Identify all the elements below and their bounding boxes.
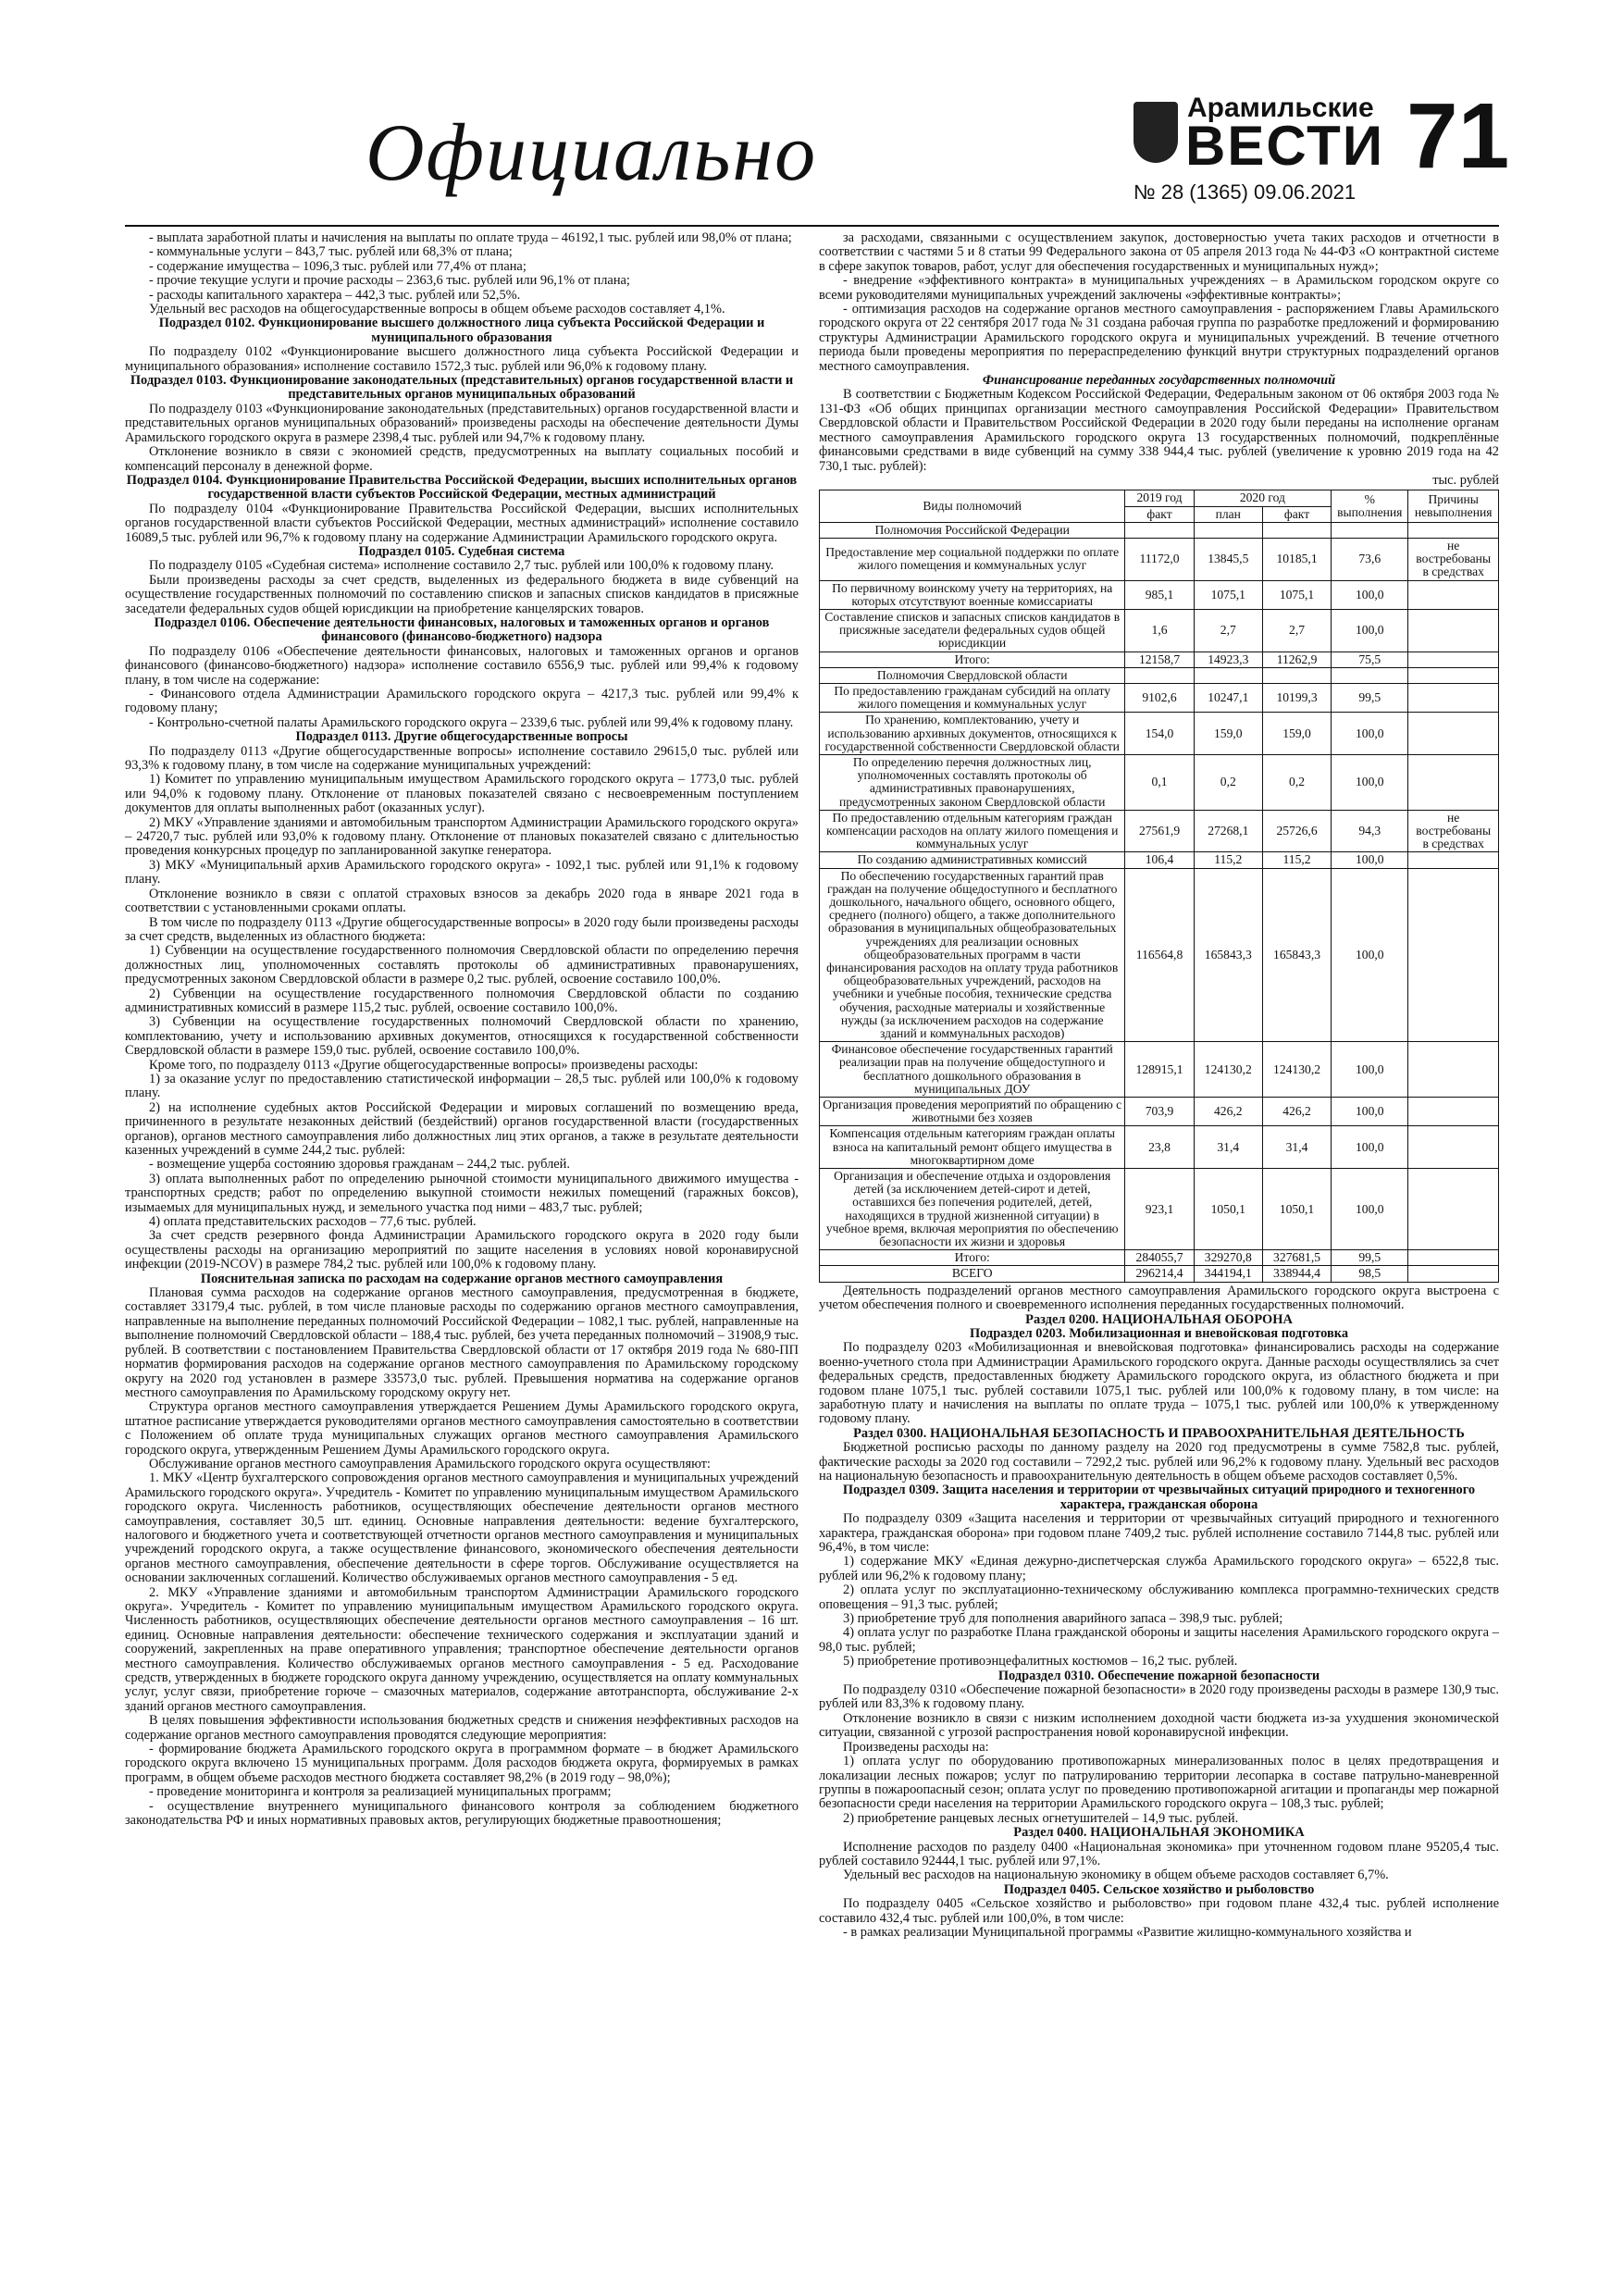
cell-name: Предоставление мер социальной поддержки по оплате жилого помещения и коммунальных услуг — [820, 538, 1125, 580]
heading: Подраздел 0113. Другие общегосударственные вопросы — [295, 729, 628, 745]
subventions-table — [819, 490, 1499, 1282]
cell-reason — [1408, 852, 1499, 868]
cell-f19: 11172,0 — [1125, 538, 1194, 580]
cell-name: По предоставлению гражданам субсидий на оплату жилого помещения и коммунальных услуг — [820, 683, 1125, 712]
cell-f20: 159,0 — [1262, 713, 1331, 755]
paragraph: 3) МКУ «Муниципальный архив Арамильского городского округа» - 1092,1 тыс. рублей или 91,1% к годовому плану. — [125, 857, 799, 887]
paragraph: Отклонение возникло в связи с экономией средств, предусмотренных на выплату социальных пособий и компенсаций персоналу в денежной форме. — [125, 444, 799, 474]
paragraph: По подразделу 0106 «Обеспечение деятельности финансовых, налоговых и таможенных органов и органов финансового (финансово-бюджетного) надзора» исполнение составило 6556,9 тыс. рублей или 99,4% к годовому плану, в том числе на содержание: — [125, 643, 799, 688]
page-number: 71 — [1406, 84, 1510, 188]
cell-pct: 99,5 — [1332, 683, 1408, 712]
cell-pct: 100,0 — [1332, 713, 1408, 755]
header-pct: % выполнения — [1332, 490, 1408, 522]
cell-name: По хранению, комплектованию, учету и использованию архивных документов, относящихся к государственной собственности Свердловской области — [820, 713, 1125, 755]
cell-name: По первичному воинскому учету на территориях, на которых отсутствуют военные комиссариаты — [820, 580, 1125, 609]
heading: Подраздел 0405. Сельское хозяйство и рыболовство — [1003, 1881, 1315, 1897]
cell-f20: 338944,4 — [1262, 1266, 1331, 1282]
cell-name: Организация проведения мероприятий по обращению с животными без хозяев — [820, 1098, 1125, 1126]
cell-f19: 923,1 — [1125, 1169, 1194, 1250]
paragraph: По подразделу 0310 «Обеспечение пожарной безопасности» в 2020 году произведены расходы в размере 130,9 тыс. рублей или 83,3% к годовому плану. — [819, 1682, 1499, 1712]
cell-plan: 124130,2 — [1194, 1042, 1262, 1098]
heading: Раздел 0400. НАЦИОНАЛЬНАЯ ЭКОНОМИКА — [1013, 1825, 1305, 1841]
cell-pct: 100,0 — [1332, 852, 1408, 868]
cell-plan: 426,2 — [1194, 1098, 1262, 1126]
heading: Подраздел 0105. Судебная система — [358, 543, 565, 559]
paragraph: Отклонение возникло в связи с оплатой страховых взносов за декабрь 2020 года в январе 2021 года в соответствии с установленными сроками оплаты. — [125, 886, 799, 916]
cell-reason — [1408, 683, 1499, 712]
empty-cell — [1408, 522, 1499, 538]
cell-f19: 985,1 — [1125, 580, 1194, 609]
cell-f20: 165843,3 — [1262, 868, 1331, 1042]
paragraph: Плановая сумма расходов на содержание органов местного самоуправления, предусмотренная в бюджете, составляет 33179,4 тыс. рублей, в том числе плановые расходы по содержанию органов местного самоуправления, направленные на выполнение переданных полномочий Российской Федерации – 1082,1 тыс. рублей, направленные на выполнение полномочий Свердловской области – 188,4 тыс. рублей, без учета переданных полномочий – 31908,9 тыс. рублей. В соответствии с постановлением Правительства Свердловской области от 17 октября 2019 года № 680-ПП норматив формирования расходов на содержание органов местного самоуправления по Арамильскому городскому округу на 2020 год установлен в размере 33573,0 тыс. рублей. Превышения норматива на содержание органов местного самоуправления по Арамильскому городскому округу нет. — [125, 1285, 799, 1400]
paragraph: 1) Комитет по управлению муниципальным имуществом Арамильского городского округа – 1773,0 тыс. рублей или 94,0% к годовому плану. Отклонение от плановых показателей связано с несвоевременным поступлением документов для оплаты выполненных работ (оказанных услуг). — [125, 772, 799, 816]
header-fact-2019: факт — [1125, 506, 1194, 522]
cell-f19: 296214,4 — [1125, 1266, 1194, 1282]
paragraph: По подразделу 0309 «Защита населения и территории от чрезвычайных ситуаций природного и техногенного характера, гражданская оборона» при годовом плане 7409,2 тыс. рублей исполнение составило 7144,8 тыс. рублей или 96,4%, в том числе: — [819, 1511, 1499, 1555]
left-column — [125, 231, 799, 1829]
paragraph: За счет средств резервного фонда Администрации Арамильского городского округа в 2020 году были осуществлены расходы на организацию мероприятий по защите населения в условиях новой коронавирусной инфекции (2019-NCOV) в размере 784,2 тыс. рублей или 100,0% к годовому плану. — [125, 1228, 799, 1272]
heading: Раздел 0300. НАЦИОНАЛЬНАЯ БЕЗОПАСНОСТЬ И ПРАВООХРАНИТЕЛЬНАЯ ДЕЯТЕЛЬНОСТЬ — [853, 1425, 1465, 1441]
cell-pct: 100,0 — [1332, 868, 1408, 1042]
cell-plan: 2,7 — [1194, 609, 1262, 652]
cell-f20: 10185,1 — [1262, 538, 1331, 580]
table-row — [820, 522, 1499, 538]
paragraph: 2) приобретение ранцевых лесных огнетушителей – 14,9 тыс. рублей. — [843, 1810, 1239, 1826]
table-row — [820, 1098, 1499, 1126]
cell-reason — [1408, 609, 1499, 652]
empty-cell — [1125, 667, 1194, 683]
cell-reason: не востребованы в средствах — [1408, 810, 1499, 852]
paragraph: 5) приобретение противоэнцефалитных костюмов – 16,2 тыс. рублей. — [843, 1654, 1238, 1669]
cell-pct: 94,3 — [1332, 810, 1408, 852]
cell-name: Итого: — [820, 1250, 1125, 1266]
cell-reason: не востребованы в средствах — [1408, 538, 1499, 580]
paragraph: - возмещение ущерба состоянию здоровья гражданам – 244,2 тыс. рублей. — [149, 1157, 570, 1173]
table-row — [820, 713, 1499, 755]
paragraph: По подразделу 0113 «Другие общегосударственные вопросы» исполнение составило 29615,0 тыс. рублей или 93,3% к годовому плану, в том числе на содержание муниципальных учреждений: — [125, 743, 799, 774]
newspaper-logo — [1134, 93, 1384, 177]
header-plan-2020: план — [1194, 506, 1262, 522]
paragraph: - оптимизация расходов на содержание органов местного самоуправления - распоряжением Главы Арамильского городского округа от 22 сентября 2017 года № 31 создана рабочая группа по разработке предложений и формированию структуры Администрации Арамильского городского округа и муниципальных учреждений. В течение отчетного периода были проведены мероприятия по перераспределению функций внутри структурных подразделений органов местного самоуправления. — [819, 302, 1499, 374]
paragraph: По подразделу 0203 «Мобилизационная и вневойсковая подготовка» финансировались расходы на содержание военно-учетного стола при Администрации Арамильского городского округа. Данные расходы осуществлялись за счет федеральных средств, предоставленных бюджету Арамильского городского округа, из областного бюджета и при годовом плане 1075,1 тыс. рублей составили 1075,1 тыс. рублей или 100,0% к годовому плану, в том числе: на заработную плату и начисления на выплаты по оплате труда – 1075,1 тыс. рублей или 100,0% к утвержденному годовому плану. — [819, 1340, 1499, 1427]
paragraph: В соответствии с Бюджетным Кодексом Российской Федерации, Федеральным законом от 06 октября 2003 года № 131-ФЗ «Об общих принципах организации местного самоуправления Российской Федерации» Правительством Свердловской области и Правительством Российской Федерации в 2020 году были переданы на исполнение органам местного самоуправления Арамильского городского округа 13 государственных полномочий, подкреплённые финансовыми средствами в виде субвенций на сумму 338 944,4 тыс. рублей (увеличение к уровню 2019 года на 42 730,1 тыс. рублей): — [819, 387, 1499, 474]
cell-plan: 31,4 — [1194, 1126, 1262, 1169]
paragraph: 2) МКУ «Управление зданиями и автомобильным транспортом Администрации Арамильского городского округа» – 24720,7 тыс. рублей или 93,0% к годовому плану. Отклонение от плановых показателей связано с длительностью проведения конкурсных процедур по запланированной закупке генератора. — [125, 814, 799, 859]
paragraph: Бюджетной росписью расходы по данному разделу на 2020 год предусмотрены в сумме 7582,8 тыс. рублей, фактические расходы за 2020 год составили – 7292,2 тыс. рублей или 96,2% к годовому плану. Удельный вес расходов на национальную безопасность и правоохранительную деятельность в общем объеме расходов составляет 0,5%. — [819, 1440, 1499, 1483]
paragraph: - расходы капитального характера – 442,3 тыс. рублей или 52,5%. — [149, 287, 521, 303]
logo-top-text: Арамильские — [1187, 93, 1374, 123]
cell-plan: 1075,1 — [1194, 580, 1262, 609]
cell-f19: 27561,9 — [1125, 810, 1194, 852]
cell-plan: 14923,3 — [1194, 652, 1262, 667]
table-row — [820, 1250, 1499, 1266]
cell-name: Итого: — [820, 652, 1125, 667]
paragraph: По подразделу 0102 «Функционирование высшего должностного лица субъекта Российской Федерации и муниципального образования» исполнение составило 1572,3 тыс. рублей или 96,0% к годовому плану. — [125, 344, 799, 374]
table-row — [820, 1266, 1499, 1282]
cell-f20: 1050,1 — [1262, 1169, 1331, 1250]
cell-plan: 115,2 — [1194, 852, 1262, 868]
paragraph: В целях повышения эффективности использования бюджетных средств и снижения неэффективных расходов на содержание органов местного самоуправления проводятся следующие мероприятия: — [125, 1713, 799, 1743]
paragraph: - проведение мониторинга и контроля за реализацией муниципальных программ; — [149, 1784, 612, 1800]
right-column-top — [819, 231, 1499, 488]
section-title: Официально — [365, 108, 818, 198]
table-row — [820, 810, 1499, 852]
paragraph: 1) Субвенции на осуществление государственного полномочия Свердловской области по определению перечня должностных лиц, уполномоченных составлять протоколы об административных правонарушениях, предусмотренных законом Свердловской области в размере 0,2 тыс. рублей, освоение составило 100,0%. — [125, 943, 799, 987]
paragraph: Исполнение расходов по разделу 0400 «Национальная экономика» при уточненном годовом плане 95205,4 тыс. рублей составило 92444,1 тыс. рублей или 97,1%. — [819, 1839, 1499, 1868]
paragraph: - выплата заработной платы и начисления на выплаты по оплате труда – 46192,1 тыс. рублей или 98,0% от плана; — [149, 230, 792, 245]
table-row — [820, 1169, 1499, 1250]
paragraph: 1) содержание МКУ «Единая дежурно-диспетчерская служба Арамильского городского округа» – 6522,8 тыс. рублей или 96,2% к годовому плану; — [819, 1554, 1499, 1583]
cell-reason — [1408, 1042, 1499, 1098]
cell-reason — [1408, 754, 1499, 810]
cell-reason — [1408, 713, 1499, 755]
cell-plan: 13845,5 — [1194, 538, 1262, 580]
paragraph: - внедрение «эффективного контракта» в муниципальных учреждениях – в Арамильском городском округе со всеми руководителями муниципальных учреждений заключены «эффективные контракты»; — [819, 273, 1499, 303]
table-row — [820, 683, 1499, 712]
cell-reason — [1408, 1266, 1499, 1282]
cell-reason — [1408, 1098, 1499, 1126]
cell-name: По предоставлению отдельным категориям граждан компенсации расходов на оплату жилого помещения и коммунальных услуг — [820, 810, 1125, 852]
paragraph: - прочие текущие услуги и прочие расходы – 2363,6 тыс. рублей или 96,1% от плана; — [149, 273, 630, 289]
cell-pct: 100,0 — [1332, 1042, 1408, 1098]
table-row — [820, 580, 1499, 609]
right-column-bottom — [819, 1285, 1499, 1941]
cell-name: ВСЕГО — [820, 1266, 1125, 1282]
heading: Подраздел 0203. Мобилизационная и вневойсковая подготовка — [969, 1325, 1349, 1341]
paragraph: Были произведены расходы за счет средств, выделенных из федерального бюджета в виде субвенций на осуществление государственных полномочий по составлению списков и запасных списков кандидатов в присяжные заседатели федеральных судов общей юрисдикции на приобретение канцелярских товаров. — [125, 572, 799, 616]
cell-reason — [1408, 1169, 1499, 1250]
cell-f20: 327681,5 — [1262, 1250, 1331, 1266]
table-row — [820, 652, 1499, 667]
empty-cell — [1332, 667, 1408, 683]
table-row — [820, 538, 1499, 580]
paragraph: Отклонение возникло в связи с низким исполнением доходной части бюджета из-за ухудшения экономической ситуации, связанной с угрозой распространения новой коронавирусной инфекции. — [819, 1710, 1499, 1741]
paragraph: - осуществление внутреннего муниципального финансового контроля за соблюдением бюджетного законодательства РФ и иных нормативных правовых актов, регулирующих бюджетные правоотношения; — [125, 1798, 799, 1829]
cell-plan: 165843,3 — [1194, 868, 1262, 1042]
cell-f19: 12158,7 — [1125, 652, 1194, 667]
heading: Раздел 0200. НАЦИОНАЛЬНАЯ ОБОРОНА — [1025, 1311, 1293, 1327]
paragraph: 2. МКУ «Управление зданиями и автомобильным транспортом Администрации Арамильского городского округа». Учредитель - Комитет по управлению муниципальным имуществом Арамильского городского округа. Численность работников, осуществляющих обеспечение деятельности органов местного самоуправления – 16 шт. единиц. Основные направления деятельности: обеспечение технического содержания и эксплуатации зданий и сооружений, закрепленных на праве оперативного управления; транспортное обеспечение деятельности органов местного самоуправления. Количество обслуживаемых органов местного самоуправления - 5 ед. Расходование средств, утвержденных в бюджете городского округа данному учреждению, осуществляется на оплату коммунальных услуг, услуг связи, приобретение горюче – смазочных материалов, содержание автотранспорта, обслуживание 2-х зданий органов местного самоуправления. — [125, 1584, 799, 1714]
cell-f19: 284055,7 — [1125, 1250, 1194, 1266]
paragraph: Структура органов местного самоуправления утверждается Решением Думы Арамильского городского округа, штатное расписание утверждается руководителями органов местного самоуправления самостоятельно в соответствии с Положением об оплате труда муниципальных служащих органов местного самоуправления Арамильского городского округа, утвержденным Решением Думы Арамильского городского округа. — [125, 1399, 799, 1458]
paragraph: Удельный вес расходов на национальную экономику в общем объеме расходов составляет 6,7%. — [843, 1868, 1389, 1883]
paragraph: 4) оплата услуг по разработке Плана гражданской обороны и защиты населения Арамильского городского округа – 98,0 тыс. рублей; — [819, 1625, 1499, 1655]
paragraph: - формирование бюджета Арамильского городского округа в программном формате – в бюджет Арамильского городского округа включено 15 муниципальных программ. Доля расходов бюджета округа, формируемых в рамках программ, в общем объеме расходов местного бюджета составляет 98,2% (в 2019 году – 98,0%); — [125, 1742, 799, 1785]
cell-f19: 9102,6 — [1125, 683, 1194, 712]
cell-f20: 10199,3 — [1262, 683, 1331, 712]
empty-cell — [1408, 667, 1499, 683]
paragraph: Удельный вес расходов на общегосударственные вопросы в общем объеме расходов составляет 4,1%. — [149, 302, 725, 317]
cell-pct: 99,5 — [1332, 1250, 1408, 1266]
cell-reason — [1408, 868, 1499, 1042]
cell-f19: 0,1 — [1125, 754, 1194, 810]
cell-plan: 27268,1 — [1194, 810, 1262, 852]
cell-plan: 344194,1 — [1194, 1266, 1262, 1282]
cell-plan: 159,0 — [1194, 713, 1262, 755]
cell-f20: 31,4 — [1262, 1126, 1331, 1169]
paragraph: 2) на исполнение судебных актов Российской Федерации и мировых соглашений по возмещению вреда, причиненного в результате незаконных действий (бездействий) органов государственной власти (государственных органов), органов местного самоуправления либо должностных лиц этих органов, а также в результате деятельности казенных учреждений в сумме 244,2 тыс. рублей: — [125, 1099, 799, 1158]
paragraph: 4) оплата представительских расходов – 77,6 тыс. рублей. — [149, 1214, 477, 1230]
cell-reason — [1408, 1126, 1499, 1169]
masthead — [0, 0, 1623, 231]
empty-cell — [1262, 667, 1331, 683]
cell-pct: 100,0 — [1332, 609, 1408, 652]
heading: Финансирование переданных государственных полномочий — [982, 373, 1336, 389]
cell-name: Компенсация отдельным категориям граждан оплаты взноса на капитальный ремонт общего имущества в многоквартирном доме — [820, 1126, 1125, 1169]
table-row — [820, 1126, 1499, 1169]
cell-name: Финансовое обеспечение государственных гарантий реализации прав на получение общедоступного и бесплатного дошкольного образования в муниципальных ДОУ — [820, 1042, 1125, 1098]
cell-f19: 154,0 — [1125, 713, 1194, 755]
heading: Подраздел 0309. Защита населения и территории от чрезвычайных ситуаций природного и техногенного характера, гражданская оборона — [842, 1483, 1476, 1512]
paragraph: 3) оплата выполненных работ по определению рыночной стоимости муниципального движимого имущества - транспортных средств; работ по определению выкупной стоимости нежилых помещений (гаражных боксов), изымаемых для муниципальных нужд, и земельного участка под ними – 483,7 тыс. рублей; — [125, 1171, 799, 1215]
paragraph: Произведены расходы на: — [843, 1739, 989, 1755]
cell-reason — [1408, 652, 1499, 667]
paragraph: за расходами, связанными с осуществлением закупок, достоверностью учета таких расходов и отчетности в соответствии с частями 5 и 8 статьи 99 Федерального закона от 05 апреля 2013 года № 44-ФЗ «О контрактной системе в сфере закупок товаров, работ, услуг для обеспечения государственных и муниципальных нужд»; — [819, 230, 1499, 274]
cell-name: Организация и обеспечение отдыха и оздоровления детей (за исключением детей-сирот и детей, оставшихся без попечения родителей, детей, находящихся в трудной жизненной ситуации) в учебное время, включая мероприятия по обеспечению безопасности их жизни и здоровья — [820, 1169, 1125, 1250]
cell-name: По определению перечня должностных лиц, уполномоченных составлять протоколы об административных правонарушениях, предусмотренных законом Свердловской области — [820, 754, 1125, 810]
paragraph: 1) оплата услуг по оборудованию противопожарных минерализованных полос в целях предотвращения и локализации лесных пожаров; услуг по патрулированию территории лесопарка в составе патрульно-маневренной группы в пожароопасный сезон; оплата услуг по проведению противопожарной агитации и пропаганды мер пожарной безопасности среди населения на территории Арамильского городского округа – 108,3 тыс. рублей; — [819, 1754, 1499, 1812]
issue-info: № 28 (1365) 09.06.2021 — [1134, 180, 1357, 204]
cell-plan: 1050,1 — [1194, 1169, 1262, 1250]
empty-cell — [1194, 667, 1262, 683]
header-2019: 2019 год — [1125, 490, 1194, 506]
cell-name: По созданию административных комиссий — [820, 852, 1125, 868]
empty-cell — [1125, 522, 1194, 538]
paragraph: - в рамках реализации Муниципальной программы «Развитие жилищно-коммунального хозяйства и — [843, 1924, 1412, 1940]
cell-name: По обеспечению государственных гарантий прав граждан на получение общедоступного и бесплатного дошкольного, начального общего, основного общего, среднего (полного) общего, а также дополнительного образования в муниципальных общеобразовательных учреждениях для реализации основных общеобразовательных программ в части финансирования расходов на оплату труда работников общеобразовательных учреждений, расходов на учебники и учебные пособия, технические средства обучения, расходные материалы и хозяйственные нужды (за исключением расходов на содержание зданий и коммунальных расходов) — [820, 868, 1125, 1042]
header-2020: 2020 год — [1194, 490, 1332, 506]
paragraph: По подразделу 0103 «Функционирование законодательных (представительных) органов государственной власти и представительных органов муниципальных образований» произведены расходы на обеспечение деятельности Думы Арамильского городского округа в размере 2398,4 тыс. рублей или 94,7% к годовому плану. — [125, 401, 799, 445]
paragraph: По подразделу 0405 «Сельское хозяйство и рыболовство» при годовом плане 432,4 тыс. рублей исполнение составило 432,4 тыс. рублей или 100,0%, в том числе: — [819, 1896, 1499, 1926]
cell-f20: 426,2 — [1262, 1098, 1331, 1126]
heading: Подраздел 0310. Обеспечение пожарной безопасности — [997, 1668, 1320, 1683]
table-row — [820, 667, 1499, 683]
coat-of-arms-icon — [1134, 102, 1178, 163]
table-row — [820, 754, 1499, 810]
cell-pct: 73,6 — [1332, 538, 1408, 580]
section-row-label: Полномочия Российской Федерации — [820, 522, 1125, 538]
paragraph: - Контрольно-счетной палаты Арамильского городского округа – 2339,6 тыс. рублей или 99,4% к годовому плану. — [149, 714, 794, 730]
cell-name: Составление списков и запасных списков кандидатов в присяжные заседатели федеральных судов общей юрисдикции — [820, 609, 1125, 652]
heading: Подраздел 0103. Функционирование законодательных (представительных) органов государственной власти и представительных органов муниципальных образований — [130, 373, 794, 403]
heading: Подраздел 0104. Функционирование Правительства Российской Федерации, высших исполнительных органов государственной власти субъектов Российской Федерации, местных администраций — [126, 472, 798, 503]
header-rule — [125, 225, 1499, 227]
table-row — [820, 852, 1499, 868]
paragraph: 1. МКУ «Центр бухгалтерского сопровождения органов местного самоуправления и муниципальных учреждений Арамильского городского округа». Учредитель - Комитет по управлению муниципальным имуществом Арамильского городского округа. Численность работников, осуществляющих обеспечение деятельности органов местного самоуправления, составляет 30,5 шт. единиц. Основные направления деятельности: ведение бухгалтерского, налогового и бюджетного учета и соответствующей отчетности органов местного самоуправления и муниципальных учреждений городского округа, а также осуществление финансового, экономического обеспечения деятельности органов местного самоуправления, обеспечение деятельности в сфере торгов. Обслуживание осуществляется на основании заключенных соглашений. Количество обслуживаемых органов местного самоуправления - 5 ед. — [125, 1471, 799, 1586]
empty-cell — [1194, 522, 1262, 538]
cell-pct: 100,0 — [1332, 1126, 1408, 1169]
paragraph: Деятельность подразделений органов местного самоуправления Арамильского городского округа выстроена с учетом обеспечения полного и своевременного исполнения переданных государственных полномочий. — [819, 1283, 1499, 1313]
cell-f19: 106,4 — [1125, 852, 1194, 868]
cell-f20: 2,7 — [1262, 609, 1331, 652]
cell-pct: 75,5 — [1332, 652, 1408, 667]
table-row — [820, 868, 1499, 1042]
cell-f19: 23,8 — [1125, 1126, 1194, 1169]
paragraph: - содержание имущества – 1096,3 тыс. рублей или 77,4% от плана; — [149, 258, 527, 274]
header-fact-2020: факт — [1262, 506, 1331, 522]
paragraph: По подразделу 0104 «Функционирование Правительства Российской Федерации, высших исполнительных органов государственной власти субъектов Российской Федерации, местных администраций» исполнение составило 16089,5 тыс. рублей или 96,7% к годовому плану на содержание Администрации Арамильского городского округа. — [125, 501, 799, 545]
header-reasons: Причины невыполнения — [1408, 490, 1499, 522]
section-row-label: Полномочия Свердловской области — [820, 667, 1125, 683]
cell-pct: 100,0 — [1332, 1098, 1408, 1126]
paragraph: Обслуживание органов местного самоуправления Арамильского городского округа осуществляют: — [149, 1456, 711, 1471]
paragraph: Кроме того, по подразделу 0113 «Другие общегосударственные вопросы» произведены расходы: — [149, 1057, 699, 1073]
cell-reason — [1408, 1250, 1499, 1266]
cell-f19: 116564,8 — [1125, 868, 1194, 1042]
cell-plan: 329270,8 — [1194, 1250, 1262, 1266]
empty-cell — [1332, 522, 1408, 538]
paragraph: - Финансового отдела Администрации Арамильского городского округа – 4217,3 тыс. рублей или 99,4% к годовому плану; — [125, 687, 799, 716]
cell-reason — [1408, 580, 1499, 609]
cell-pct: 100,0 — [1332, 1169, 1408, 1250]
cell-f20: 1075,1 — [1262, 580, 1331, 609]
paragraph: По подразделу 0105 «Судебная система» исполнение составило 2,7 тыс. рублей или 100,0% к годовому плану. — [149, 558, 774, 574]
header-kinds: Виды полномочий — [820, 490, 1125, 522]
paragraph: 2) оплата услуг по эксплуатационно-техническому обслуживанию комплекса программно-технических средств оповещения – 91,3 тыс. рублей; — [819, 1582, 1499, 1612]
paragraph: 3) приобретение труб для пополнения аварийного запаса – 398,9 тыс. рублей; — [843, 1611, 1283, 1627]
heading: Подраздел 0102. Функционирование высшего должностного лица субъекта Российской Федерации и муниципального образования — [158, 316, 765, 345]
heading: Пояснительная записка по расходам на содержание органов местного самоуправления — [200, 1271, 724, 1286]
paragraph: - коммунальные услуги – 843,7 тыс. рублей или 68,3% от плана; — [149, 244, 513, 260]
table-row — [820, 609, 1499, 652]
cell-plan: 0,2 — [1194, 754, 1262, 810]
table-row — [820, 1042, 1499, 1098]
paragraph: 2) Субвенции на осуществление государственного полномочия Свердловской области по созданию административных комиссий в размере 115,2 тыс. рублей, освоение составило 100,0%. — [125, 986, 799, 1015]
cell-f19: 128915,1 — [1125, 1042, 1194, 1098]
cell-f19: 703,9 — [1125, 1098, 1194, 1126]
cell-pct: 100,0 — [1332, 580, 1408, 609]
cell-f20: 0,2 — [1262, 754, 1331, 810]
cell-f20: 25726,6 — [1262, 810, 1331, 852]
paragraph: 1) за оказание услуг по предоставлению статистической информации – 28,5 тыс. рублей или 100,0% к годовому плану. — [125, 1071, 799, 1101]
right-column — [819, 231, 1499, 1940]
cell-f19: 1,6 — [1125, 609, 1194, 652]
cell-f20: 124130,2 — [1262, 1042, 1331, 1098]
units-note: тыс. рублей — [1432, 472, 1499, 488]
cell-f20: 11262,9 — [1262, 652, 1331, 667]
empty-cell — [1262, 522, 1331, 538]
logo-main-text: ВЕСТИ — [1185, 115, 1384, 177]
paragraph: В том числе по подразделу 0113 «Другие общегосударственные вопросы» в 2020 году были произведены расходы за счет средств, выделенных из областного бюджета: — [125, 914, 799, 944]
cell-pct: 98,5 — [1332, 1266, 1408, 1282]
paragraph: 3) Субвенции на осуществление государственных полномочий Свердловской области по хранению, комплектованию, учету и использованию архивных документов, относящихся к государственной собственности Свердловской области в размере 159,0 тыс. рублей, освоение составило 100,0%. — [125, 1014, 799, 1059]
heading: Подраздел 0106. Обеспечение деятельности финансовых, налоговых и таможенных органов и органов финансового (финансово-бюджетного) надзора — [154, 614, 770, 645]
cell-plan: 10247,1 — [1194, 683, 1262, 712]
cell-pct: 100,0 — [1332, 754, 1408, 810]
cell-f20: 115,2 — [1262, 852, 1331, 868]
